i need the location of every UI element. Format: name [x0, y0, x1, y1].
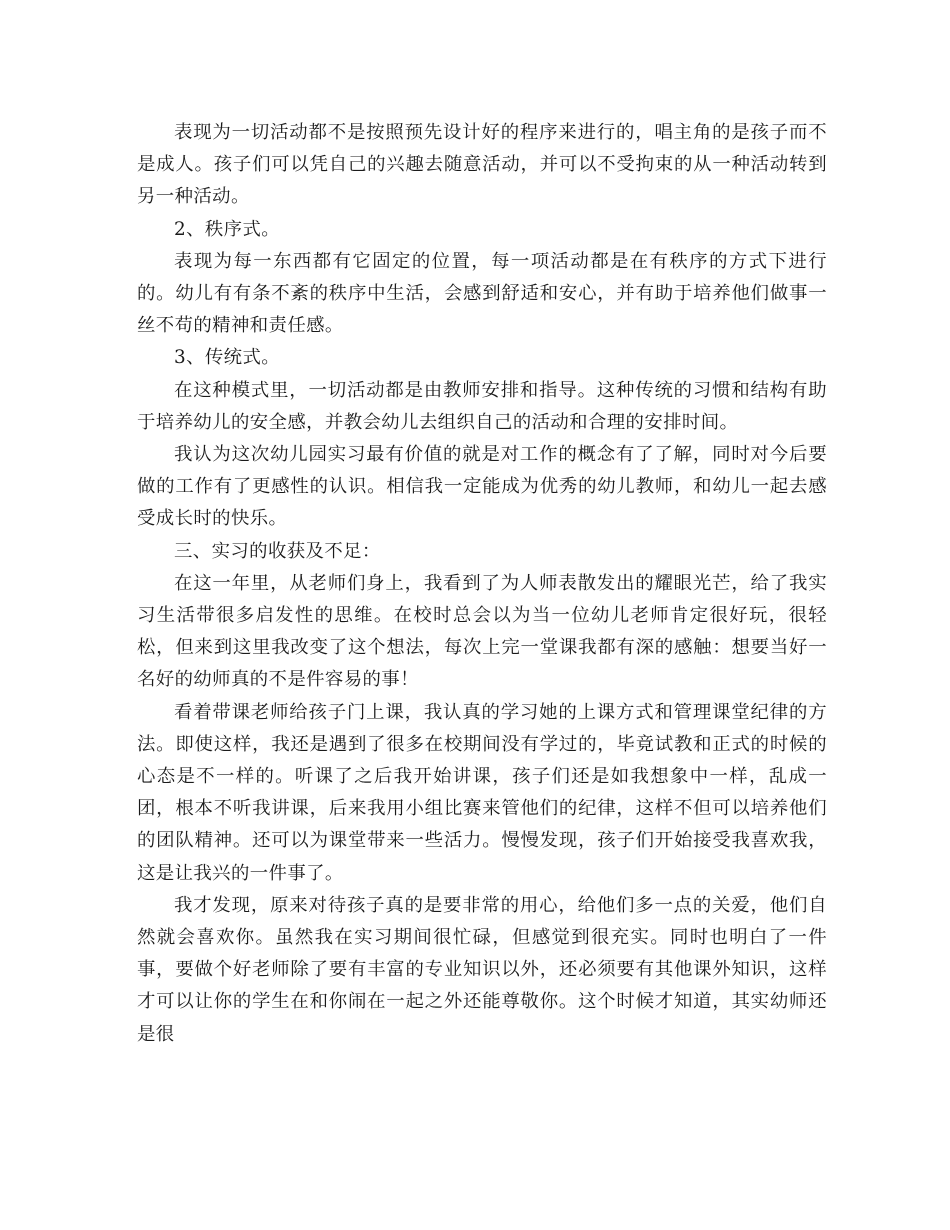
paragraph-classroom-experience: 看着带课老师给孩子门上课，我认真的学习她的上课方式和管理课堂纪律的方法。即使这样，我还是遇到了很多在校期间没有学过的，毕竟试教和正式的时候的心态是不一样的。听课了之后我开始讲课，孩子们还是如我想象中一样，乱成一团，根本不听我讲课，后来我用小组比赛来管他们的纪律，这样不但可以培养他们的团队精神。还可以为课堂带来一些活力。慢慢发现，孩子们开始接受我喜欢我，这是让我兴的一件事了。 — [137, 701, 827, 884]
paragraph-year-reflection: 在这一年里，从老师们身上，我看到了为人师表散发出的耀眼光芒，给了我实习生活带很多启发性的思维。在校时总会以为当一位幼儿老师肯定很好玩，很轻松，但来到这里我改变了这个想法，每次上完一堂课我都有深的感触：想要当好一名好的幼师真的不是件容易的事！ — [137, 572, 827, 691]
paragraph-traditional-style-description: 在这种模式里，一切活动都是由教师安排和指导。这种传统的习惯和结构有助于培养幼儿的安全感，并教会幼儿去组织自己的活动和合理的安排时间。 — [137, 379, 827, 433]
heading-gains-and-shortcomings: 三、实习的收获及不足： — [174, 540, 381, 562]
paragraph-free-style-description: 表现为一切活动都不是按照预先设计好的程序来进行的，唱主角的是孩子而不是成人。孩子们可以凭自己的兴趣去随意活动，并可以不受拘束的从一种活动转到另一种活动。 — [137, 122, 827, 208]
paragraph-orderly-style-description: 表现为每一东西都有它固定的位置，每一项活动都是在有秩序的方式下进行的。幼儿有有条不紊的秩序中生活，会感到舒适和安心，并有助于培养他们做事一丝不苟的精神和责任感。 — [137, 250, 827, 337]
paragraph-caring-for-children: 我才发现，原来对待孩子真的是要非常的用心，给他们多一点的关爱，他们自然就会喜欢你。虽然我在实习期间很忙碌，但感觉到很充实。同时也明白了一件事，要做个好老师除了要有丰富的专业知识以外，还必须要有其他课外知识，这样才可以让你的学生在和你闹在一起之外还能尊敬你。这个时候才知道，其实幼师还是很 — [137, 894, 827, 1045]
paragraph-internship-value: 我认为这次幼儿园实习最有价值的就是对工作的概念有了了解，同时对今后要做的工作有了更感性的认识。相信我一定能成为优秀的幼儿教师，和幼儿一起去感受成长时的快乐。 — [137, 444, 827, 530]
heading-orderly-style: 2、秩序式。 — [174, 218, 281, 240]
heading-traditional-style: 3、传统式。 — [174, 347, 281, 369]
document-body — [137, 117, 827, 1051]
